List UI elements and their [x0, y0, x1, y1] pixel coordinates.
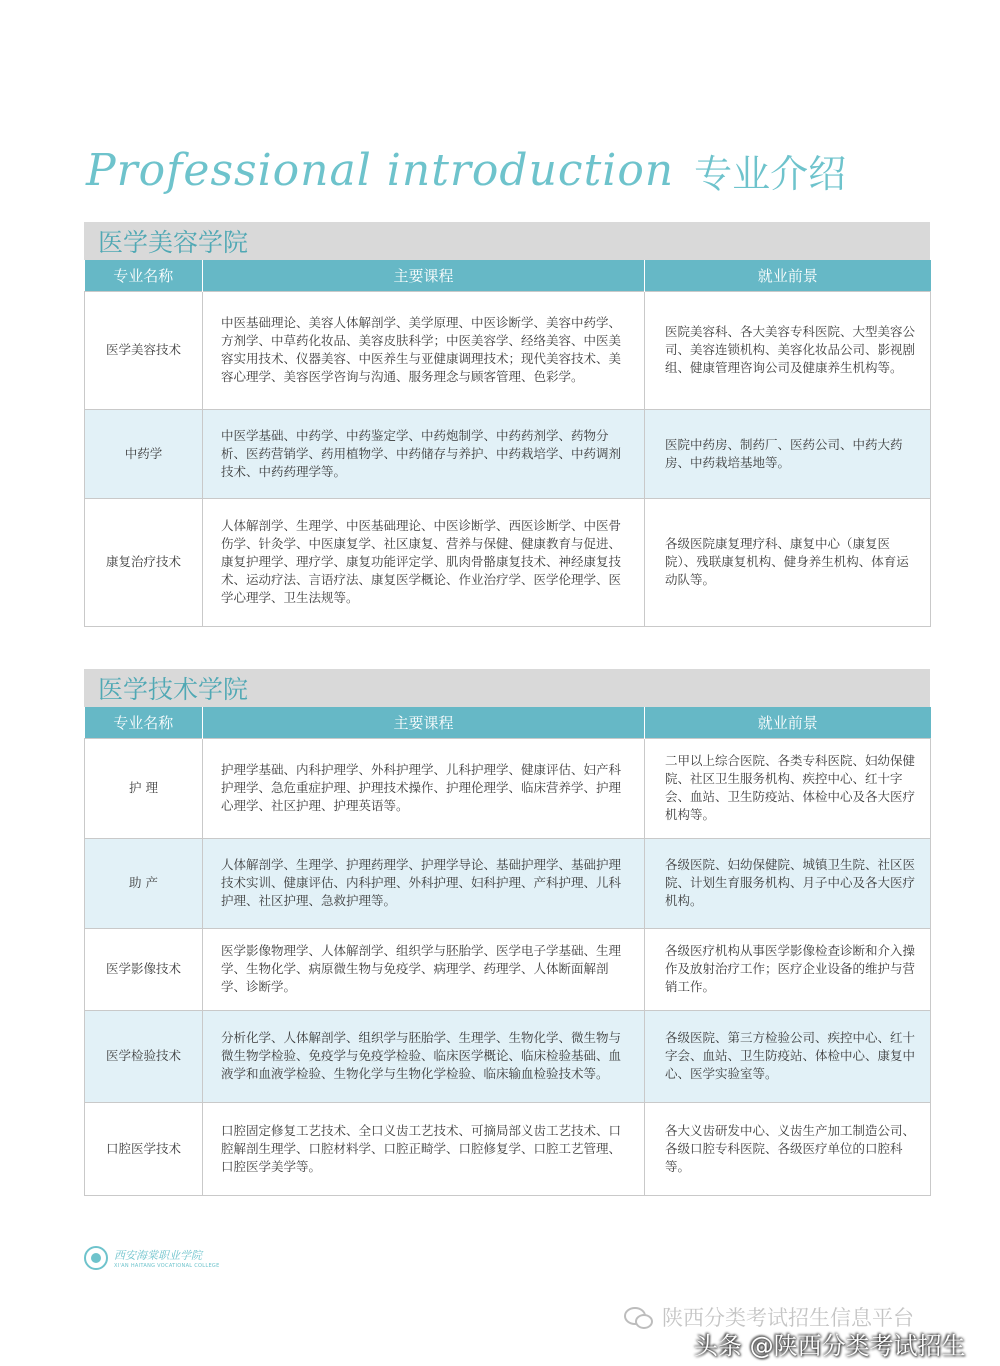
section-medical-beauty — [84, 222, 930, 627]
major-courses: 护理学基础、内科护理学、外科护理学、儿科护理学、健康评估、妇产科护理学、急危重症护理、护理技术操作、护理伦理学、临床营养学、护理心理学、社区护理、护理英语等。 — [203, 738, 645, 838]
section-medical-technology — [84, 669, 930, 1196]
header-name: 专业名称 — [113, 266, 174, 285]
wechat-icon — [624, 1305, 654, 1329]
major-career: 医院美容科、各大美容专科医院、大型美容公司、美容连锁机构、美容化妆品公司、影视剧组、健康管理咨询公司及健康养生机构等。 — [645, 291, 931, 409]
logo-english-name: XI'AN HAITANG VOCATIONAL COLLEGE — [114, 1263, 220, 1269]
major-name: 助 产 — [85, 838, 203, 928]
header-course: 主要课程 — [203, 260, 645, 291]
college-logo — [84, 1246, 220, 1270]
watermark-toutiao: 头条 @陕西分类考试招生 — [694, 1332, 966, 1360]
major-courses: 中医学基础、中药学、中药鉴定学、中药炮制学、中药药剂学、药物分析、医药营销学、药用植物学、中药储存与养护、中药栽培学、中药调剂技术、中药药理学等。 — [203, 409, 645, 498]
section-title: 医学美容学院 — [84, 222, 930, 260]
table-row — [85, 498, 931, 626]
major-courses: 分析化学、人体解剖学、组织学与胚胎学、生理学、生物化学、微生物与微生物学检验、免疫学与免疫学检验、临床医学概论、临床检验基础、血液学和血液学检验、生物化学与生物化学检验、临床输血检验技术等。 — [203, 1010, 645, 1102]
major-name: 医学检验技术 — [85, 1010, 203, 1102]
table-row — [85, 1010, 931, 1102]
major-name: 口腔医学技术 — [85, 1102, 203, 1195]
major-table — [84, 260, 931, 627]
major-courses: 人体解剖学、生理学、护理药理学、护理学导论、基础护理学、基础护理技术实训、健康评估、内科护理、外科护理、妇科护理、产科护理、儿科护理、社区护理、急救护理等。 — [203, 838, 645, 928]
major-career: 二甲以上综合医院、各类专科医院、妇幼保健院、社区卫生服务机构、疾控中心、红十字会、血站、卫生防疫站、体检中心及各大医疗机构等。 — [645, 738, 931, 838]
major-career: 各级医院康复理疗科、康复中心（康复医院）、残联康复机构、健身养生机构、体育运动队等。 — [645, 498, 931, 626]
page-title-english: Professional introduction — [86, 144, 675, 196]
table-header-row — [85, 260, 931, 291]
header-course: 主要课程 — [203, 707, 645, 738]
major-courses: 口腔固定修复工艺技术、全口义齿工艺技术、可摘局部义齿工艺技术、口腔解剖生理学、口腔材料学、口腔正畸学、口腔修复学、口腔工艺管理、口腔医学美学等。 — [203, 1102, 645, 1195]
major-name: 医学影像技术 — [85, 928, 203, 1010]
page-title — [86, 140, 846, 200]
major-career: 医院中药房、制药厂、医药公司、中药大药房、中药栽培基地等。 — [645, 409, 931, 498]
major-career: 各大义齿研发中心、义齿生产加工制造公司、各级口腔专科医院、各级医疗单位的口腔科等。 — [645, 1102, 931, 1195]
table-row — [85, 291, 931, 409]
major-career: 各级医院、妇幼保健院、城镇卫生院、社区医院、计划生育服务机构、月子中心及各大医疗机构。 — [645, 838, 931, 928]
major-name: 护 理 — [85, 738, 203, 838]
major-name: 康复治疗技术 — [85, 498, 203, 626]
logo-chinese-name: 西安海棠职业学院 — [114, 1249, 202, 1262]
table-row — [85, 1102, 931, 1195]
header-job: 就业前景 — [645, 707, 931, 738]
page-title-chinese: 专业介绍 — [694, 151, 847, 196]
major-name: 中药学 — [85, 409, 203, 498]
major-career: 各级医院、第三方检验公司、疾控中心、红十字会、血站、卫生防疫站、体检中心、康复中心、医学实验室等。 — [645, 1010, 931, 1102]
table-header-row — [85, 707, 931, 738]
watermark-platform-text: 陕西分类考试招生信息平台 — [662, 1306, 914, 1330]
major-career: 各级医疗机构从事医学影像检查诊断和介入操作及放射治疗工作；医疗企业设备的维护与营销工作。 — [645, 928, 931, 1010]
table-row — [85, 928, 931, 1010]
header-name: 专业名称 — [113, 713, 174, 732]
table-row — [85, 409, 931, 498]
college-seal-icon — [84, 1246, 108, 1270]
table-row — [85, 738, 931, 838]
major-name: 医学美容技术 — [85, 291, 203, 409]
major-courses: 人体解剖学、生理学、中医基础理论、中医诊断学、西医诊断学、中医骨伤学、针灸学、中医康复学、社区康复、营养与保健、健康教育与促进、康复护理学、理疗学、康复功能评定学、肌肉骨骼康复技术、神经康复技术、运动疗法、言语疗法、康复医学概论、作业治疗学、医学伦理学、医学心理学、卫生法规等。 — [203, 498, 645, 626]
section-title: 医学技术学院 — [84, 669, 930, 707]
major-courses: 中医基础理论、美容人体解剖学、美学原理、中医诊断学、美容中药学、方剂学、中草药化妆品、美容皮肤科学；中医美容学、经络美容、中医美容实用技术、仪器美容、中医养生与亚健康调理技术；现代美容技术、美容心理学、美容医学咨询与沟通、服务理念与顾客管理、色彩学。 — [203, 291, 645, 409]
table-row — [85, 838, 931, 928]
header-job: 就业前景 — [645, 260, 931, 291]
major-courses: 医学影像物理学、人体解剖学、组织学与胚胎学、医学电子学基础、生理学、生物化学、病原微生物与免疫学、病理学、药理学、人体断面解剖学、诊断学。 — [203, 928, 645, 1010]
major-table — [84, 707, 931, 1196]
